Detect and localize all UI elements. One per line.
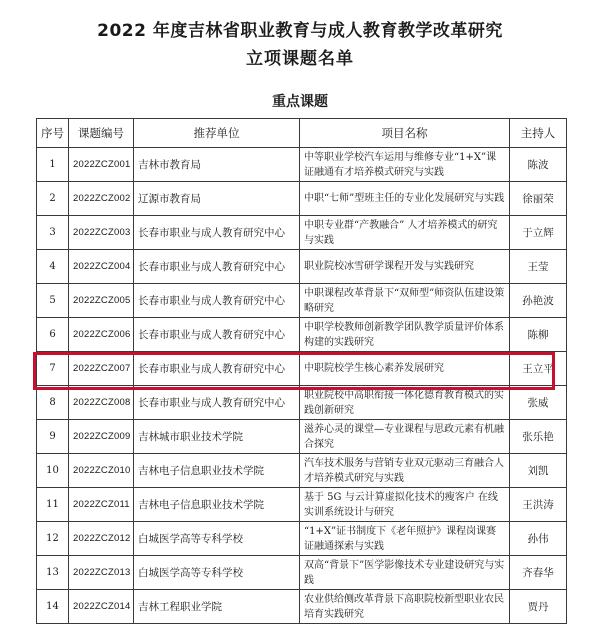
row-unit: 长春市职业与成人教育研究中心 (134, 318, 300, 352)
row-unit: 白城医学高等专科学校 (134, 556, 300, 590)
row-host: 孙伟 (510, 522, 567, 556)
row-unit: 长春市职业与成人教育研究中心 (134, 284, 300, 318)
header-no: 序号 (37, 119, 69, 148)
row-project: 中职学校教师创新教学团队教学质量评价体系构建的实践研究 (300, 318, 510, 352)
row-code: 2022ZCZ004 (69, 250, 134, 284)
row-host: 张威 (510, 386, 567, 420)
table-row-highlighted (37, 352, 567, 386)
row-project: 中职院校学生核心素养发展研究 (300, 352, 510, 386)
table-row (37, 590, 567, 624)
table-row (37, 250, 567, 284)
row-project: 基于 5G 与云计算虚拟化技术的瘦客户 在线实训系统设计与研究 (300, 488, 510, 522)
header-project: 项目名称 (300, 119, 510, 148)
table-row (37, 182, 567, 216)
row-unit: 长春市职业与成人教育研究中心 (134, 216, 300, 250)
table-row (37, 522, 567, 556)
row-code: 2022ZCZ006 (69, 318, 134, 352)
row-host: 齐春华 (510, 556, 567, 590)
row-code: 2022ZCZ005 (69, 284, 134, 318)
row-project: 中职课程改革背景下“双师型”师资队伍建设策略研究 (300, 284, 510, 318)
row-code: 2022ZCZ010 (69, 454, 134, 488)
row-unit: 长春市职业与成人教育研究中心 (134, 352, 300, 386)
row-code: 2022ZCZ008 (69, 386, 134, 420)
row-host: 贾丹 (510, 590, 567, 624)
row-project: 农业供给侧改革背景下高职院校新型职业农民培育实践研究 (300, 590, 510, 624)
row-host: 刘凯 (510, 454, 567, 488)
table-row (37, 386, 567, 420)
row-code: 2022ZCZ009 (69, 420, 134, 454)
header-code: 课题编号 (69, 119, 134, 148)
row-host: 孙艳波 (510, 284, 567, 318)
row-project: 汽车技术服务与营销专业双元驱动三育融合人才培养模式研究与实践 (300, 454, 510, 488)
row-number: 4 (37, 250, 69, 284)
header-host: 主持人 (510, 119, 567, 148)
project-table (36, 118, 567, 624)
table-row (37, 148, 567, 182)
row-number: 13 (37, 556, 69, 590)
row-code: 2022ZCZ007 (69, 352, 134, 386)
row-project: 职业院校中高职衔接一体化德育教育模式的实践创新研究 (300, 386, 510, 420)
row-number: 8 (37, 386, 69, 420)
row-number: 5 (37, 284, 69, 318)
row-project: 中职“七师”型班主任的专业化发展研究与实践 (300, 182, 510, 216)
row-host: 张乐艳 (510, 420, 567, 454)
row-unit: 吉林电子信息职业技术学院 (134, 488, 300, 522)
row-number: 14 (37, 590, 69, 624)
table-row (37, 318, 567, 352)
row-code: 2022ZCZ002 (69, 182, 134, 216)
row-unit: 吉林城市职业技术学院 (134, 420, 300, 454)
row-host: 王洪涛 (510, 488, 567, 522)
table-row (37, 454, 567, 488)
row-unit: 白城医学高等专科学校 (134, 522, 300, 556)
row-code: 2022ZCZ003 (69, 216, 134, 250)
table-header-row (37, 119, 567, 148)
row-code: 2022ZCZ001 (69, 148, 134, 182)
table-row (37, 284, 567, 318)
row-unit: 吉林电子信息职业技术学院 (134, 454, 300, 488)
row-number: 2 (37, 182, 69, 216)
row-host: 王莹 (510, 250, 567, 284)
row-host: 陈柳 (510, 318, 567, 352)
document-subtitle: 立项课题名单 (246, 49, 354, 69)
row-project: 滋养心灵的课堂—专业课程与思政元素有机融合探究 (300, 420, 510, 454)
row-host: 王立平 (510, 352, 567, 386)
table-row (37, 216, 567, 250)
row-code: 2022ZCZ014 (69, 590, 134, 624)
row-unit: 吉林市教育局 (134, 148, 300, 182)
row-number: 12 (37, 522, 69, 556)
header-unit: 推荐单位 (134, 119, 300, 148)
table-row (37, 488, 567, 522)
row-project: 中等职业学校汽车运用与维修专业“1+X”课证融通有才培养模式研究与实践 (300, 148, 510, 182)
row-unit: 长春市职业与成人教育研究中心 (134, 250, 300, 284)
row-project: 职业院校冰雪研学课程开发与实践研究 (300, 250, 510, 284)
row-code: 2022ZCZ011 (69, 488, 134, 522)
table-row (37, 556, 567, 590)
row-project: “1+X”证书制度下《老年照护》课程岗课赛证融通探索与实践 (300, 522, 510, 556)
row-project: 双高“背景下”医学影像技术专业建设研究与实践 (300, 556, 510, 590)
row-number: 3 (37, 216, 69, 250)
row-unit: 长春市职业与成人教育研究中心 (134, 386, 300, 420)
row-code: 2022ZCZ012 (69, 522, 134, 556)
section-title: 重点课题 (272, 94, 328, 110)
row-project: 中职专业群“产教融合” 人才培养模式的研究与实践 (300, 216, 510, 250)
row-number: 6 (37, 318, 69, 352)
row-number: 9 (37, 420, 69, 454)
row-unit: 辽源市教育局 (134, 182, 300, 216)
row-host: 陈波 (510, 148, 567, 182)
row-host: 于立辉 (510, 216, 567, 250)
row-code: 2022ZCZ013 (69, 556, 134, 590)
table-row (37, 420, 567, 454)
row-number: 11 (37, 488, 69, 522)
row-host: 徐丽荣 (510, 182, 567, 216)
row-unit: 吉林工程职业学院 (134, 590, 300, 624)
row-number: 7 (37, 352, 69, 386)
row-number: 10 (37, 454, 69, 488)
row-number: 1 (37, 148, 69, 182)
document-title: 2022 年度吉林省职业教育与成人教育教学改革研究 (97, 21, 503, 41)
